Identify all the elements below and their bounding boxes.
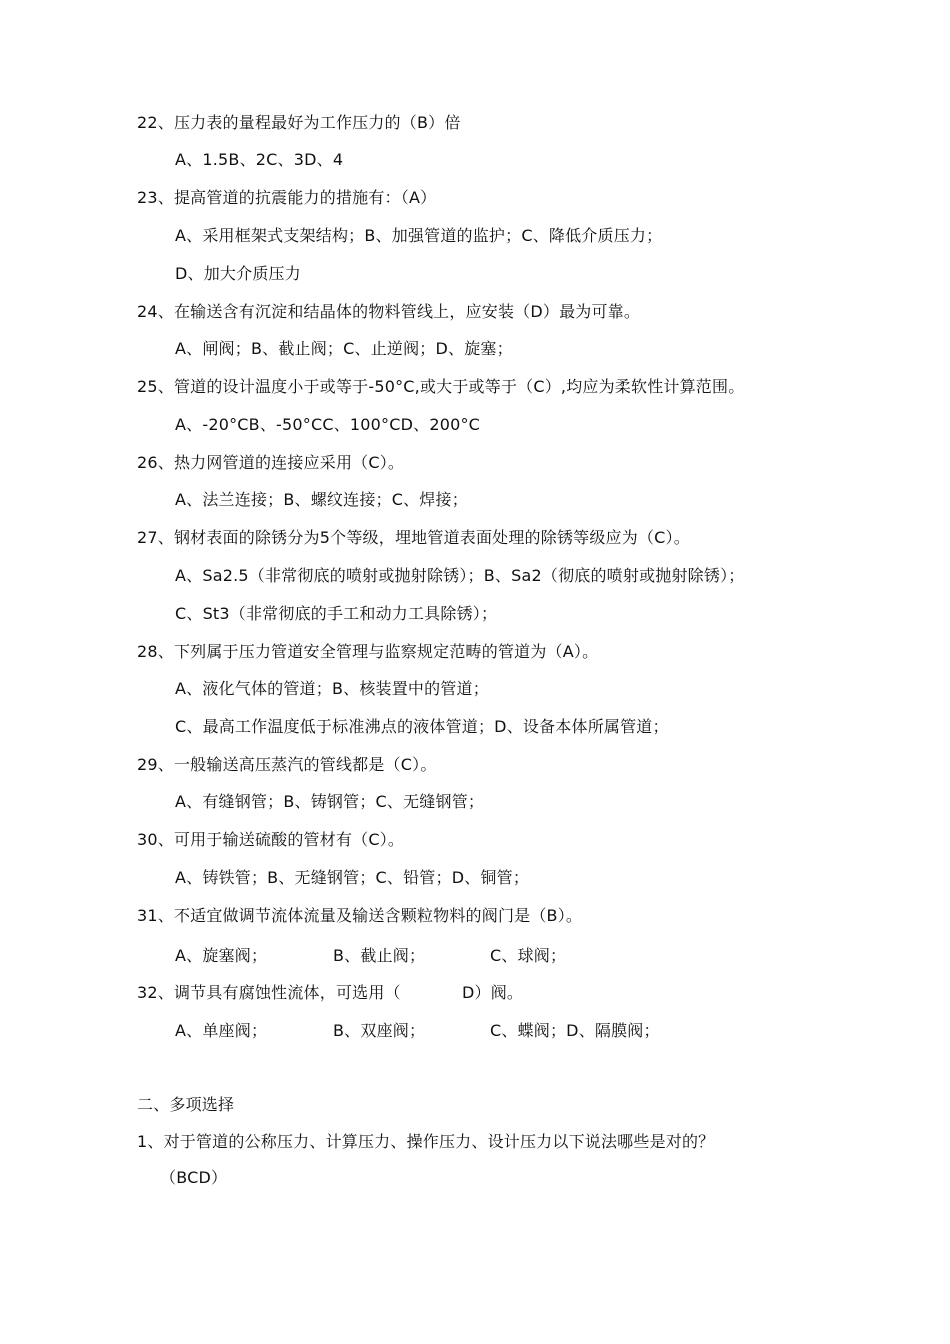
question-24-options: A、闸阀；B、截止阀；C、止逆阀；D、旋塞； — [175, 339, 513, 358]
question-23-options-cont: D、加大介质压力 — [175, 264, 301, 283]
question-28-options: A、液化气体的管道；B、核装置中的管道； — [175, 679, 489, 698]
question-22-options: A、1.5B、2C、3D、4 — [175, 150, 344, 169]
multi-question-1-answer: （BCD） — [160, 1168, 228, 1187]
question-26-options: A、法兰连接；B、螺纹连接；C、焊接； — [175, 490, 468, 509]
question-32-option-b: B、双座阀； — [333, 1021, 426, 1040]
question-30-options: A、铸铁管；B、无缝钢管；C、铅管；D、铜管； — [175, 868, 530, 887]
question-28-options-cont: C、最高工作温度低于标准沸点的液体管道；D、设备本体所属管道； — [175, 717, 669, 736]
question-32-answer: D）阀。 — [462, 983, 524, 1002]
question-27: 27、钢材表面的除锈分为5个等级，埋地管道表面处理的除锈等级应为（C）。 — [137, 528, 690, 547]
question-31-option-a: A、旋塞阀； — [175, 946, 268, 965]
question-24: 24、在输送含有沉淀和结晶体的物料管线上，应安装（D）最为可靠。 — [137, 302, 641, 321]
question-32-stem: 32、调节具有腐蚀性流体，可选用（ — [137, 983, 401, 1002]
question-32 — [137, 983, 737, 1003]
question-27-options: A、Sa2.5（非常彻底的喷射或抛射除锈）；B、Sa2（彻底的喷射或抛射除锈）； — [175, 566, 745, 585]
question-28: 28、下列属于压力管道安全管理与监察规定范畴的管道为（A）。 — [137, 642, 599, 661]
question-31: 31、不适宜做调节流体流量及输送含颗粒物料的阀门是（B）。 — [137, 906, 583, 925]
question-25: 25、管道的设计温度小于或等于-50°C,或大于或等于（C）,均应为柔软性计算范围。 — [137, 377, 745, 396]
question-31-option-c: C、球阀； — [490, 946, 567, 965]
question-29-options: A、有缝钢管；B、铸钢管；C、无缝钢管； — [175, 792, 485, 811]
question-27-options-cont: C、St3（非常彻底的手工和动力工具除锈）； — [175, 604, 498, 623]
question-26: 26、热力网管道的连接应采用（C）。 — [137, 453, 405, 472]
question-31-options — [175, 946, 735, 966]
question-23: 23、提高管道的抗震能力的措施有：（A） — [137, 188, 437, 207]
question-25-options: A、-20°CB、-50°CC、100°CD、200°C — [175, 415, 481, 434]
section-2-title: 二、多项选择 — [137, 1095, 235, 1114]
question-23-options: A、采用框架式支架结构；B、加强管道的监护；C、降低介质压力； — [175, 226, 663, 245]
question-31-option-b: B、截止阀； — [333, 946, 426, 965]
multi-question-1: 1、对于管道的公称压力、计算压力、操作压力、设计压力以下说法哪些是对的？ — [137, 1132, 715, 1151]
question-22: 22、压力表的量程最好为工作压力的（B）倍 — [137, 113, 461, 132]
question-29: 29、一般输送高压蒸汽的管线都是（C）。 — [137, 755, 437, 774]
question-32-options — [175, 1021, 775, 1041]
question-32-option-cd: C、蝶阀；D、隔膜阀； — [490, 1021, 660, 1040]
question-30: 30、可用于输送硫酸的管材有（C）。 — [137, 830, 405, 849]
question-32-option-a: A、单座阀； — [175, 1021, 268, 1040]
